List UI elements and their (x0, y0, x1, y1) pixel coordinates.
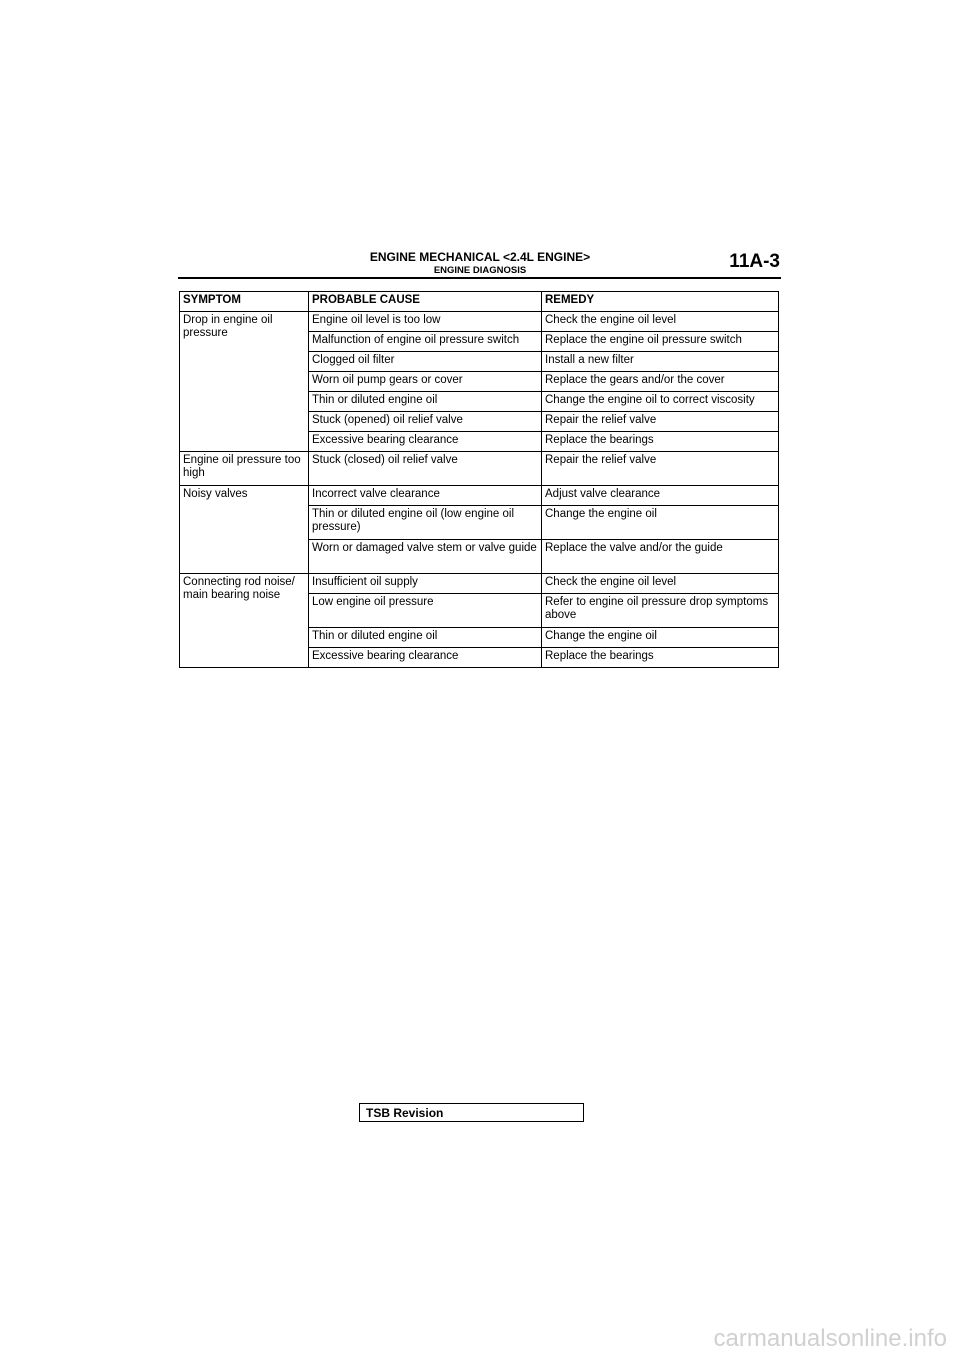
remedy-cell: Replace the bearings (542, 648, 779, 668)
remedy-cell: Refer to engine oil pressure drop symptoms above (542, 594, 779, 628)
remedy-cell: Replace the gears and/or the cover (542, 372, 779, 392)
cause-cell: Incorrect valve clearance (309, 486, 542, 506)
column-header-remedy: REMEDY (542, 292, 779, 312)
table-row (180, 452, 779, 486)
remedy-cell: Install a new filter (542, 352, 779, 372)
table-row (180, 486, 779, 506)
cause-cell: Clogged oil filter (309, 352, 542, 372)
tsb-revision-box: TSB Revision (359, 1103, 584, 1122)
cause-cell: Low engine oil pressure (309, 594, 542, 628)
cause-cell: Excessive bearing clearance (309, 648, 542, 668)
cause-cell: Stuck (closed) oil relief valve (309, 452, 542, 486)
watermark: carmanualsonline.info (713, 1325, 947, 1352)
remedy-cell: Check the engine oil level (542, 312, 779, 332)
page-number: 11A-3 (729, 251, 780, 272)
table-header-row (180, 292, 779, 312)
cause-cell: Excessive bearing clearance (309, 432, 542, 452)
cause-cell: Thin or diluted engine oil (309, 392, 542, 412)
diagnosis-table (179, 291, 779, 668)
remedy-cell: Replace the engine oil pressure switch (542, 332, 779, 352)
remedy-cell: Change the engine oil (542, 628, 779, 648)
cause-cell: Thin or diluted engine oil (309, 628, 542, 648)
symptom-cell: Connecting rod noise/ main bearing noise (180, 574, 309, 668)
cause-cell: Engine oil level is too low (309, 312, 542, 332)
remedy-cell: Check the engine oil level (542, 574, 779, 594)
remedy-cell: Change the engine oil (542, 506, 779, 540)
table-row (180, 574, 779, 594)
remedy-cell: Repair the relief valve (542, 452, 779, 486)
remedy-cell: Change the engine oil to correct viscosity (542, 392, 779, 412)
symptom-cell: Drop in engine oil pressure (180, 312, 309, 452)
column-header-symptom: SYMPTOM (180, 292, 309, 312)
remedy-cell: Replace the bearings (542, 432, 779, 452)
cause-cell: Malfunction of engine oil pressure switch (309, 332, 542, 352)
header-subtitle: ENGINE DIAGNOSIS (433, 265, 527, 276)
column-header-probable-cause: PROBABLE CAUSE (309, 292, 542, 312)
cause-cell: Worn or damaged valve stem or valve guide (309, 540, 542, 574)
cause-cell: Worn oil pump gears or cover (309, 372, 542, 392)
remedy-cell: Replace the valve and/or the guide (542, 540, 779, 574)
remedy-cell: Adjust valve clearance (542, 486, 779, 506)
symptom-cell: Noisy valves (180, 486, 309, 574)
cause-cell: Stuck (opened) oil relief valve (309, 412, 542, 432)
cause-cell: Thin or diluted engine oil (low engine oil pressure) (309, 506, 542, 540)
header-rule (178, 277, 781, 279)
table-row (180, 312, 779, 332)
symptom-cell: Engine oil pressure too high (180, 452, 309, 486)
cause-cell: Insufficient oil supply (309, 574, 542, 594)
remedy-cell: Repair the relief valve (542, 412, 779, 432)
header-title: ENGINE MECHANICAL <2.4L ENGINE> (369, 250, 591, 264)
